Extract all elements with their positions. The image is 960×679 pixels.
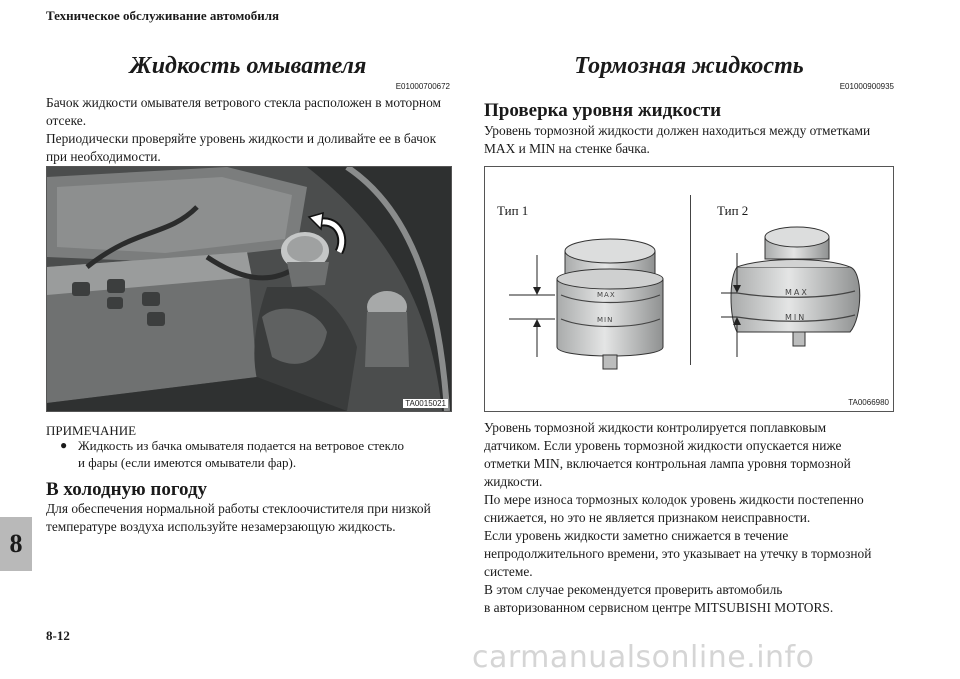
brake-reservoir-figure bbox=[484, 166, 894, 412]
brake-section-code: E01000900935 bbox=[839, 82, 894, 91]
text-line: Если уровень жидкости заметно снижается в течение bbox=[484, 528, 789, 543]
text-line: Для обеспечения нормальной работы стеклоочистителя при низкой bbox=[46, 501, 431, 516]
page-number: 8-12 bbox=[46, 628, 70, 643]
reservoir-drawings bbox=[485, 167, 893, 411]
text-line: снижается, но это не является признаком неисправности. bbox=[484, 510, 811, 525]
text-line: По мере износа тормозных колодок уровень жидкости постепенно bbox=[484, 492, 864, 507]
brake-fluid-title: Тормозная жидкость bbox=[574, 53, 804, 79]
type-1-caption: Тип 1 bbox=[497, 203, 529, 218]
note-label: ПРИМЕЧАНИЕ bbox=[46, 423, 137, 438]
cold-weather-paragraph bbox=[46, 500, 466, 536]
text-line: Уровень тормозной жидкости должен находиться между отметками bbox=[484, 123, 871, 138]
washer-intro-paragraph bbox=[46, 94, 456, 166]
cold-weather-heading: В холодную погоду bbox=[46, 479, 208, 500]
text-line: отсеке. bbox=[46, 113, 87, 128]
text-line: Бачок жидкости омывателя ветрового стекла расположен в моторном bbox=[46, 95, 442, 110]
text-line: жидкости. bbox=[484, 474, 543, 489]
text-line: в авторизованном сервисном центре MITSUBISHI MOTORS. bbox=[484, 600, 834, 615]
type-2-min-mark: MIN bbox=[785, 313, 807, 322]
washer-section-code: E01000700672 bbox=[395, 82, 450, 91]
washer-fluid-title: Жидкость омывателя bbox=[129, 53, 367, 79]
text-line: Уровень тормозной жидкости контролируется поплавковым bbox=[484, 420, 827, 435]
text-line: при необходимости. bbox=[46, 149, 161, 164]
text-line: MAX и MIN на стенке бачка. bbox=[484, 141, 650, 156]
type-1-max-mark: MAX bbox=[597, 291, 616, 299]
text-line: Жидкость из бачка омывателя подается на ветровое стекло bbox=[78, 438, 404, 453]
text-line: датчиком. Если уровень тормозной жидкости опускается ниже bbox=[484, 438, 842, 453]
text-line: системе. bbox=[484, 564, 533, 579]
text-line: непродолжительного времени, это указывает на утечку в тормозной bbox=[484, 546, 872, 561]
type-1-min-mark: MIN bbox=[597, 316, 614, 324]
check-level-paragraph bbox=[484, 122, 904, 158]
engine-bay-illustration bbox=[47, 167, 451, 411]
watermark: carmanualsonline.info bbox=[472, 640, 815, 675]
chapter-tab: 8 bbox=[0, 517, 32, 571]
text-line: отметки MIN, включается контрольная лампа уровня тормозной bbox=[484, 456, 851, 471]
text-line: В этом случае рекомендуется проверить автомобиль bbox=[484, 582, 783, 597]
brake-figure-image-code: TA0066980 bbox=[848, 398, 889, 407]
text-line: температуре воздуха используйте незамерзающую жидкость. bbox=[46, 519, 396, 534]
type-2-caption: Тип 2 bbox=[717, 203, 749, 218]
note-body bbox=[60, 437, 460, 471]
running-header: Техническое обслуживание автомобиля bbox=[46, 8, 280, 23]
check-level-heading: Проверка уровня жидкости bbox=[484, 100, 722, 121]
text-line: Периодически проверяйте уровень жидкости и доливайте ее в бачок bbox=[46, 131, 437, 146]
text-line: и фары (если имеются омыватели фар). bbox=[78, 455, 297, 470]
engine-bay-image-code: TA0015021 bbox=[405, 399, 446, 408]
engine-bay-photo bbox=[46, 166, 452, 412]
bullet-icon: ● bbox=[60, 438, 68, 452]
type-2-max-mark: MAX bbox=[785, 288, 809, 297]
brake-fluid-paragraph bbox=[484, 419, 914, 617]
